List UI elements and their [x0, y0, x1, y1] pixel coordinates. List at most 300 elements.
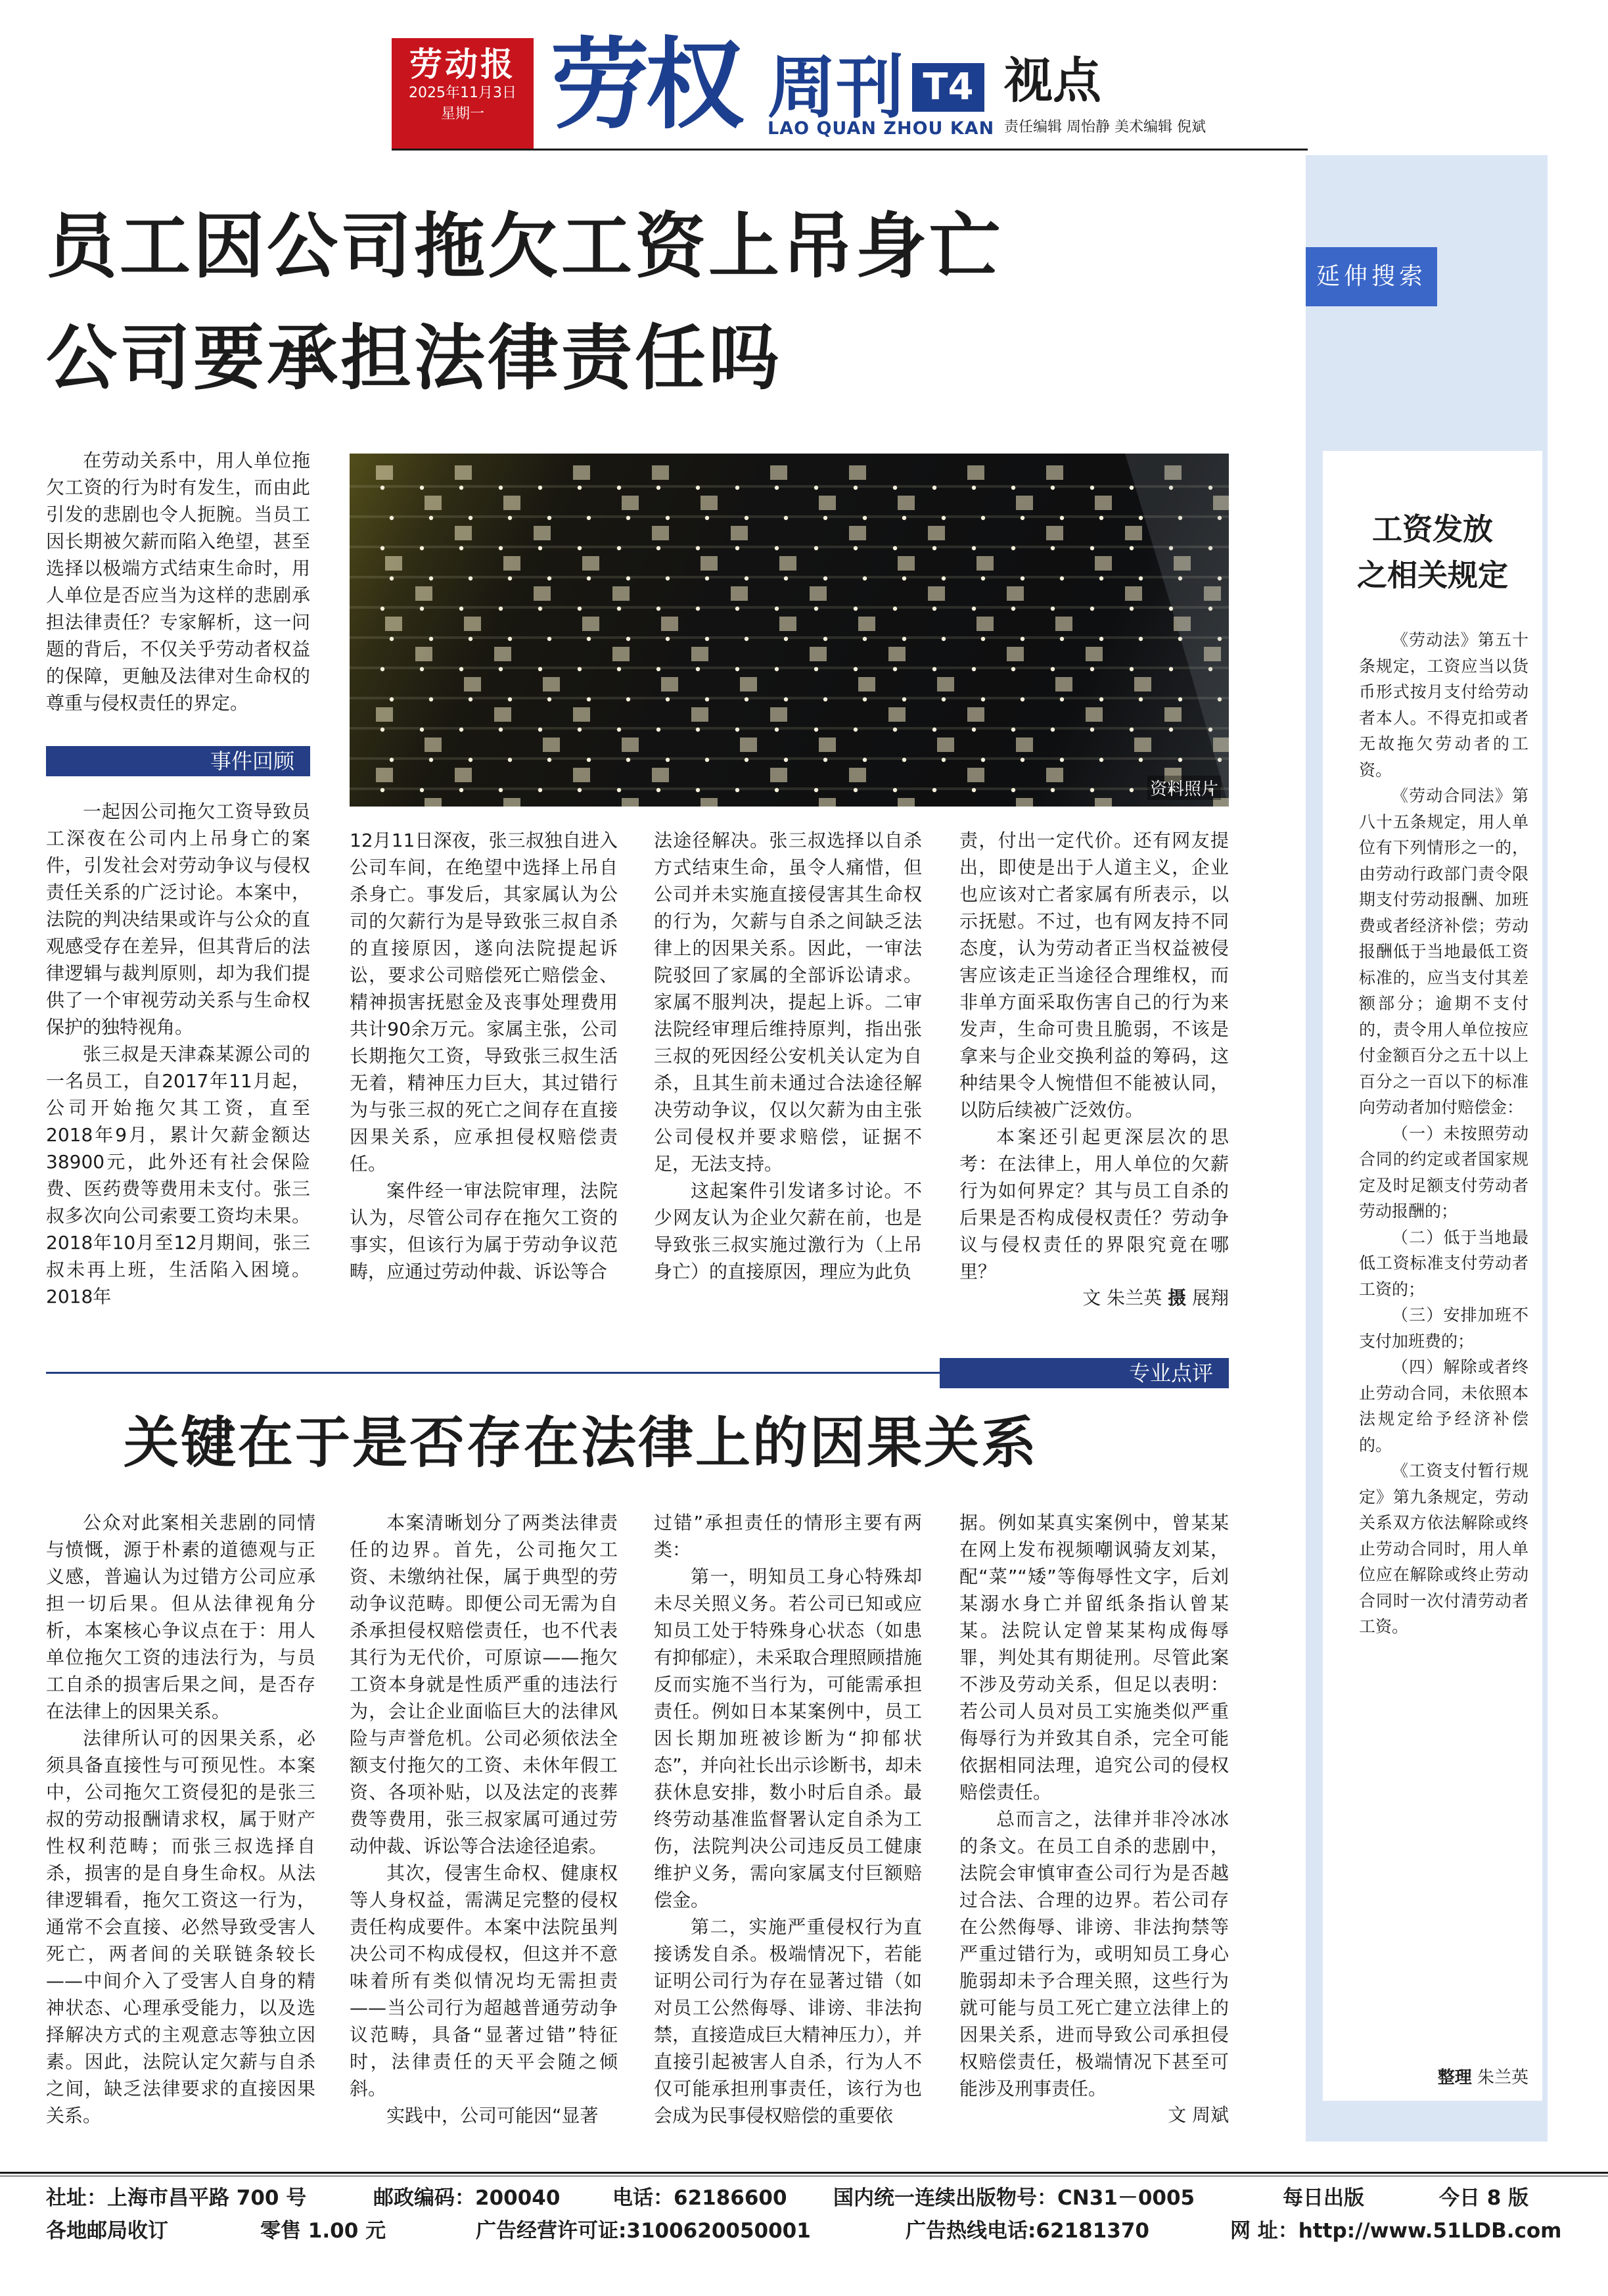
photo-window [1046, 768, 1063, 782]
photo-light [656, 728, 660, 732]
photo-light [972, 788, 976, 792]
photo-light [932, 667, 936, 671]
photo-window [376, 707, 393, 722]
issue-weekday: 星期一 [440, 106, 484, 122]
photo-window [819, 798, 836, 807]
photo-light [1011, 788, 1015, 792]
photo-window [376, 465, 393, 480]
photo-light [1099, 697, 1103, 701]
photo-light [390, 637, 394, 641]
photo-light [508, 516, 512, 520]
photo-light [775, 667, 779, 671]
photo-light [745, 697, 748, 701]
photo-light [656, 546, 660, 550]
photo-window [1016, 738, 1033, 752]
photo-light [1011, 667, 1015, 671]
photo-window [701, 798, 718, 807]
photo-window [1164, 707, 1182, 722]
photo-window [503, 496, 520, 510]
photo-light [893, 607, 897, 611]
photo-light [893, 546, 897, 550]
photo-light [893, 788, 897, 792]
sidebar-tab: 延伸搜索 [1306, 247, 1437, 306]
photo-light [1060, 516, 1064, 520]
photo-light [775, 546, 779, 550]
photo-window [770, 707, 787, 722]
photo-light [508, 697, 512, 701]
photo-window [1016, 496, 1033, 510]
photo-floor-line [350, 787, 1229, 790]
photo-light [1139, 637, 1143, 641]
photo-light [696, 728, 700, 732]
photo-light [626, 576, 630, 580]
photo-light [1011, 546, 1015, 550]
story-column-3: 法途径解决。张三叔选择以自杀方式结束生命，虽令人痛惜，但公司并未实施直接侵害其生命权的行为，欠薪与自杀之间缺乏法律上的因果关系。因此，一审法院驳回了家属的全部诉讼请求。家属不服判决，提起上诉。二审法院经审理后维持原判，指出张三叔的死因经公安机关认定为自杀，且其生前未通过合法途径解决劳动争议，仅以欠薪为由主张公司侵权并要求赔偿，证据不足，无法支持。 这起案件引发诸多讨论。不少网友认为企业欠薪在前，也是导致张三叔实施过激行为（上吊身亡）的直接原因，理应为此负 [654, 830, 922, 1282]
photo-light [587, 516, 591, 520]
photo-window [1046, 526, 1063, 540]
photo-light [981, 516, 985, 520]
photo-light [1090, 728, 1094, 732]
photo-window [652, 526, 669, 540]
footer-subscribe: 各地邮局收订 [46, 2219, 168, 2243]
photo-floor-line [350, 697, 1229, 699]
footer-rule [0, 2172, 1608, 2174]
photo-light [420, 788, 424, 792]
headline-line-2: 公司要承担法律责任吗 [46, 317, 783, 400]
photo-window [612, 647, 630, 661]
photo-window [652, 768, 669, 782]
photo-light [1060, 637, 1064, 641]
photo-window [573, 465, 590, 480]
photo-window [937, 677, 954, 691]
photo-window [1086, 707, 1103, 722]
photo-light [547, 576, 551, 580]
photo-light [499, 486, 503, 490]
photo-light [656, 607, 660, 611]
photo-light [745, 637, 748, 641]
masthead-rule [392, 149, 1308, 151]
photo-window [810, 647, 827, 661]
photo-window [1134, 738, 1151, 752]
photo-window [464, 677, 481, 691]
photo-window [849, 768, 866, 782]
photo-light [1130, 546, 1134, 550]
photo-window [937, 738, 954, 752]
photo-light [499, 546, 503, 550]
photo-window [385, 617, 402, 631]
photo-light [1090, 486, 1094, 490]
photo-window [810, 586, 827, 601]
photo-light [696, 546, 700, 550]
photo-light [538, 728, 542, 732]
photo-window [1095, 496, 1112, 510]
photo-window [701, 556, 718, 571]
photo-light [1139, 697, 1143, 701]
photo-light [893, 486, 897, 490]
photo-window [582, 556, 599, 571]
photo-light [656, 788, 660, 792]
photo-light [617, 546, 621, 550]
photo-light [972, 667, 976, 671]
photo-light [499, 607, 503, 611]
sidebar-title: 工资发放 之相关规定 [1357, 511, 1508, 593]
photo-light [735, 486, 739, 490]
photo-light [814, 728, 818, 732]
photo-light [893, 728, 897, 732]
photo-window [976, 617, 994, 631]
photo-window [582, 617, 599, 631]
photo-window [534, 586, 551, 601]
photo-light [578, 728, 582, 732]
photo-light [617, 486, 621, 490]
photo-light [784, 576, 788, 580]
photo-window [731, 586, 748, 601]
photo-light [745, 516, 748, 520]
photo-light [863, 637, 867, 641]
photo-light [735, 607, 739, 611]
photo-window [731, 526, 748, 540]
photo-window [1055, 617, 1072, 631]
photo-light [854, 788, 858, 792]
photo-light [429, 516, 433, 520]
photo-light [626, 697, 630, 701]
photo-light [972, 546, 976, 550]
comment-column-1: 公众对此案相关悲剧的同情与愤慨，源于朴素的道德观与正义感，普遍认为过错方公司应承担一切后果。但从法律视角分析，本案核心争议点在于：用人单位拖欠工资的违法行为，与员工自杀的损害后果之间，是否存在法律上的因果关系。 法律所认可的因果关系，必须具备直接性与可预见性。本案中，公司拖欠工资侵犯的是张三叔的劳动报酬请求权，属于财产性权利范畴；而张三叔选择自杀，损害的是自身生命权。从法律逻辑看，拖欠工资这一行为，通常不会直接、必然导致受害人死亡，两者间的关联链条较长——中间介入了受害人自身的精神状态、心理承受能力，以及选择解决方式的主观意志等独立因素。因此，法院认定欠薪与自杀之间，缺乏法律要求的直接因果关系。 [46, 1512, 315, 2126]
photo-light [626, 516, 630, 520]
photo-light [863, 516, 867, 520]
photo-light [390, 576, 394, 580]
photo-window [1125, 586, 1142, 601]
photo-light [1060, 758, 1064, 762]
footer-website: 网 址：http://www.51LDB.com [1230, 2219, 1562, 2243]
photo-light [775, 728, 779, 732]
photo-light [932, 607, 936, 611]
comment-column-3: 过错”承担责任的情形主要有两类： 第一，明知员工身心特殊却未尽关照义务。若公司已知或应知员工处于特殊身心状态（如患有抑郁症），未采取合理照顾措施反而实施不当行为，可能需承担责任。例如日本某案例中，员工因长期加班被诊断为“抑郁状态”，并向社长出示诊断书，却未获休息安排，数小时后自杀。最终劳动基准监督署认定自杀为工伤，法院判决公司违反员工健康维护义务，需向家属支付巨额赔偿金。 第二，实施严重侵权行为直接诱发自杀。极端情况下，若能证明公司行为存在显著过错（如对员工公然侮辱、诽谤、非法拘禁，直接造成巨大精神压力），并直接引起被害人自杀，行为人不仅可能承担刑事责任，该行为也会成为民事侵权赔偿的重要依 [654, 1512, 922, 2126]
photo-floor-line [350, 576, 1229, 578]
photo-light [902, 576, 906, 580]
photo-light [508, 576, 512, 580]
photo-light [1139, 516, 1143, 520]
photo-light [735, 728, 739, 732]
photo-light [775, 607, 779, 611]
photo-floor-line [350, 727, 1229, 730]
photo-light [617, 788, 621, 792]
photo-light [508, 637, 512, 641]
photo-light [1060, 697, 1064, 701]
photo-floor-line [350, 606, 1229, 609]
photo-light [854, 607, 858, 611]
footer-address: 社址：上海市昌平路 700 号 [46, 2186, 307, 2210]
photo-light [578, 788, 582, 792]
photo-light [578, 546, 582, 550]
paper-logo: 劳动报 [409, 45, 516, 83]
photo-light [745, 758, 748, 762]
news-photo [350, 454, 1229, 807]
photo-light [1021, 516, 1024, 520]
comment-byline: 文 周斌 [1168, 2104, 1229, 2126]
photo-window [1134, 677, 1151, 691]
photo-light [469, 697, 472, 701]
sidebar-byline: 整理 朱兰英 [1437, 2068, 1528, 2088]
photo-light [1011, 607, 1015, 611]
photo-window [1086, 647, 1103, 661]
photo-light [547, 758, 551, 762]
photo-light [1051, 788, 1055, 792]
photo-light [420, 728, 424, 732]
photo-window [573, 768, 590, 782]
photo-light [547, 516, 551, 520]
photo-light [854, 667, 858, 671]
photo-light [745, 576, 748, 580]
photo-light [380, 607, 384, 611]
photo-window [425, 496, 442, 510]
photo-light [1021, 758, 1024, 762]
photo-window [612, 586, 630, 601]
photo-light [784, 697, 788, 701]
photo-light [823, 576, 827, 580]
photo-light [1051, 667, 1055, 671]
photo-window [1007, 586, 1024, 601]
photo-light [775, 788, 779, 792]
photo-light [1099, 637, 1103, 641]
photo-window [455, 526, 472, 540]
photo-light [499, 667, 503, 671]
photo-light [854, 546, 858, 550]
footer-pages: 今日 8 版 [1439, 2186, 1529, 2210]
photo-light [1021, 697, 1024, 701]
page-tag: T4 [912, 63, 984, 112]
photo-window [503, 556, 520, 571]
photo-light [429, 697, 433, 701]
paper-logo-box [392, 38, 534, 149]
photo-light [666, 697, 670, 701]
photo-window [888, 647, 906, 661]
photo-light [1051, 486, 1055, 490]
photo-light [942, 637, 946, 641]
photo-light [942, 576, 946, 580]
brand-pinyin: LAO QUAN ZHOU KAN [768, 118, 995, 139]
photo-light [972, 486, 976, 490]
photo-light [578, 486, 582, 490]
photo-light [705, 576, 709, 580]
photo-light [587, 697, 591, 701]
photo-light [459, 486, 463, 490]
photo-light [705, 758, 709, 762]
photo-window [858, 617, 875, 631]
photo-light [459, 728, 463, 732]
section-divider [46, 1372, 940, 1374]
photo-light [420, 667, 424, 671]
photo-light [981, 697, 985, 701]
photo-light [469, 576, 472, 580]
photo-window [967, 465, 984, 480]
label-expert-comment: 专业点评 [940, 1358, 1229, 1388]
photo-light [469, 637, 472, 641]
photo-window [622, 738, 639, 752]
photo-window [740, 738, 757, 752]
photo-light [547, 637, 551, 641]
photo-light [617, 728, 621, 732]
photo-light [932, 728, 936, 732]
photo-light [666, 758, 670, 762]
photo-light [538, 607, 542, 611]
photo-light [1099, 758, 1103, 762]
photo-light [1011, 486, 1015, 490]
photo-light [893, 667, 897, 671]
footer-price: 零售 1.00 元 [260, 2219, 386, 2243]
photo-light [784, 637, 788, 641]
photo-light [1060, 576, 1064, 580]
photo-light [380, 486, 384, 490]
editor-credits: 责任编辑 周怡静 美术编辑 倪斌 [1004, 119, 1206, 135]
photo-floor-line [350, 636, 1229, 639]
photo-light [696, 607, 700, 611]
photo-window [622, 496, 639, 510]
story-byline: 文 朱兰英 摄 展翔 [1082, 1287, 1229, 1309]
photo-light [1169, 728, 1173, 732]
photo-light [784, 758, 788, 762]
photo-window [385, 556, 402, 571]
photo-light [932, 546, 936, 550]
photo-light [587, 576, 591, 580]
photo-light [1090, 788, 1094, 792]
photo-light [1090, 546, 1094, 550]
comment-column-4: 据。例如某真实案例中，曾某某在网上发布视频嘲讽骑友刘某，配“菜”“矮”等侮辱性文字，后刘某溺水身亡并留纸条指认曾某某。法院认定曾某某构成侮辱罪，判处其有期徒刑。尽管此案不涉及劳动关系，但足以表明：若公司人员对员工实施类似严重侮辱行为并致其自杀，完全可能依据相同法理，追究公司的侵权赔偿责任。 总而言之，法律并非冷冰冰的条文。在员工自杀的悲剧中，法院会审慎审查公司行为是否越过合法、合理的边界。若公司存在公然侮辱、诽谤、非法拘禁等严重过错行为，或明知员工身心脆弱却未予合理关照，这些行为就可能与员工死亡建立法律上的因果关系，进而导致公司承担侵权赔偿责任，极端情况下甚至可能涉及刑事责任。 文 周斌 [959, 1509, 1229, 2128]
photo-light [1130, 667, 1134, 671]
photo-light [735, 546, 739, 550]
photo-light [1130, 607, 1134, 611]
photo-light [735, 788, 739, 792]
photo-window [661, 677, 678, 691]
photo-credit: 资料照片 [1147, 776, 1221, 800]
photo-light [429, 637, 433, 641]
photo-window [967, 768, 984, 782]
photo-window [819, 738, 836, 752]
photo-window [415, 647, 432, 661]
footer-ad-license: 广告经营许可证:3100620050001 [476, 2219, 811, 2243]
photo-window [425, 798, 442, 807]
photo-light [469, 758, 472, 762]
photo-light [1139, 576, 1143, 580]
photo-window [543, 677, 560, 691]
photo-light [626, 637, 630, 641]
photo-window [976, 556, 994, 571]
photo-light [942, 697, 946, 701]
photo-light [587, 637, 591, 641]
footer-cn-number: 国内统一连续出版物号：CN31－0005 [833, 2186, 1195, 2210]
photo-window [858, 677, 875, 691]
photo-light [863, 576, 867, 580]
photo-light [1051, 607, 1055, 611]
photo-light [1178, 697, 1182, 701]
photo-light [705, 516, 709, 520]
photo-window [691, 707, 708, 722]
photo-window [770, 768, 787, 782]
photo-light [499, 728, 503, 732]
photo-light [1090, 667, 1094, 671]
sidebar-text: 《劳动法》第五十条规定，工资应当以货币形式按月支付给劳动者本人。不得克扣或者无故拖欠劳动者的工资。 《劳动合同法》第八十五条规定，用人单位有下列情形之一的，由劳动行政部门责令限期支付劳动报酬、加班费或者经济补偿；劳动报酬低于当地最低工资标准的，应当支付其差额部分；逾期不支付的，责令用人单位按应付金额百分之五十以上百分之一百以下的标准向劳动者加付赔偿金： （一）未按照劳动合同的约定或者国家规定及时足额支付劳动者劳动报酬的； （二）低于当地最低工资标准支付劳动者工资的； （三）安排加班不支付加班费的； （四）解除或者终止劳动合同，未依照本法规定给予经济补偿的。 《工资支付暂行规定》第九条规定，劳动关系双方依法解除或终止劳动合同时，用人单位应在解除或终止劳动合同时一次付清劳动者工资。 [1359, 630, 1528, 1636]
photo-light [1130, 486, 1134, 490]
photo-light [854, 728, 858, 732]
photo-light [666, 576, 670, 580]
photo-light [538, 788, 542, 792]
photo-light [814, 788, 818, 792]
photo-light [380, 788, 384, 792]
photo-light [775, 486, 779, 490]
photo-light [617, 667, 621, 671]
photo-light [1090, 607, 1094, 611]
photo-window [503, 798, 520, 807]
photo-window [888, 707, 906, 722]
photo-light [626, 758, 630, 762]
photo-light [459, 607, 463, 611]
photo-window [1125, 526, 1142, 540]
photo-light [1021, 637, 1024, 641]
story-column-1: 一起因公司拖欠工资导致员工深夜在公司内上吊身亡的案件，引发社会对劳动争议与侵权责任关系的广泛讨论。本案中，法院的判决结果或许与公众的直观感受存在差异，但其背后的法律逻辑与裁判原则，却为我们提供了一个审视劳动关系与生命权保护的独特视角。 张三叔是天津森某源公司的一名员工，自2017年11月起，公司开始拖欠其工资，直至2018年9月，累计欠薪金额达38900元，此外还有社会保险费、医药费等费用未支付。张三叔多次向公司索要工资均未果。2018年10月至12月期间，张三叔未再上班，生活陷入困境。2018年 [46, 801, 310, 1307]
photo-light [902, 637, 906, 641]
photo-window [967, 707, 984, 722]
photo-light [459, 667, 463, 671]
photo-light [469, 516, 472, 520]
photo-light [380, 546, 384, 550]
story-column-4: 责，付出一定代价。还有网友提出，即使是出于人道主义，企业也应该对亡者家属有所表示，以示抚慰。不过，也有网友持不同态度，认为劳动者正当权益被侵害应该走正当途径合理维权，而非单方面采取伤害自己的行为来发声，生命可贵且脆弱，不该是拿来与企业交换利益的筹码，这种结果令人惋惜但不能被认同，以防后续被广泛效仿。 本案还引起更深层次的思考：在法律上，用人单位的欠薪行为如何界定？其与员工自杀的后果是否构成侵权责任？劳动争议与侵权责任的界限究竟在哪里？ 文 朱兰英 摄 展翔 [959, 827, 1229, 1311]
photo-light [863, 758, 867, 762]
photo-light [902, 516, 906, 520]
photo-window [928, 526, 945, 540]
photo-light [459, 788, 463, 792]
photo-light [587, 758, 591, 762]
photo-light [390, 516, 394, 520]
photo-light [538, 667, 542, 671]
photo-light [823, 758, 827, 762]
photo-light [823, 516, 827, 520]
photo-light [390, 758, 394, 762]
building-night-image [350, 454, 1229, 807]
footer-phone: 电话：62186600 [612, 2186, 787, 2210]
photo-light [972, 728, 976, 732]
photo-light [696, 788, 700, 792]
photo-window [1055, 677, 1072, 691]
photo-window [1016, 798, 1033, 807]
photo-window [661, 617, 678, 631]
photo-light [932, 788, 936, 792]
photo-window [652, 465, 669, 480]
photo-window [464, 617, 481, 631]
photo-light [656, 667, 660, 671]
photo-light [538, 546, 542, 550]
photo-window [849, 465, 866, 480]
photo-light [547, 697, 551, 701]
issue-date: 2025年11月3日 [409, 85, 517, 101]
photo-window [376, 768, 393, 782]
photo-light [981, 637, 985, 641]
photo-light [981, 576, 985, 580]
photo-light [666, 637, 670, 641]
photo-window [691, 647, 708, 661]
section-name: 视点 [1004, 53, 1101, 109]
photo-window [494, 647, 511, 661]
footer-daily: 每日出版 [1283, 2186, 1364, 2210]
photo-window [928, 586, 945, 601]
photo-window [534, 526, 551, 540]
photo-light [380, 728, 384, 732]
photo-window [543, 738, 560, 752]
photo-light [429, 576, 433, 580]
photo-light [814, 667, 818, 671]
photo-light [1130, 788, 1134, 792]
photo-window [1095, 556, 1112, 571]
photo-light [1130, 728, 1134, 732]
